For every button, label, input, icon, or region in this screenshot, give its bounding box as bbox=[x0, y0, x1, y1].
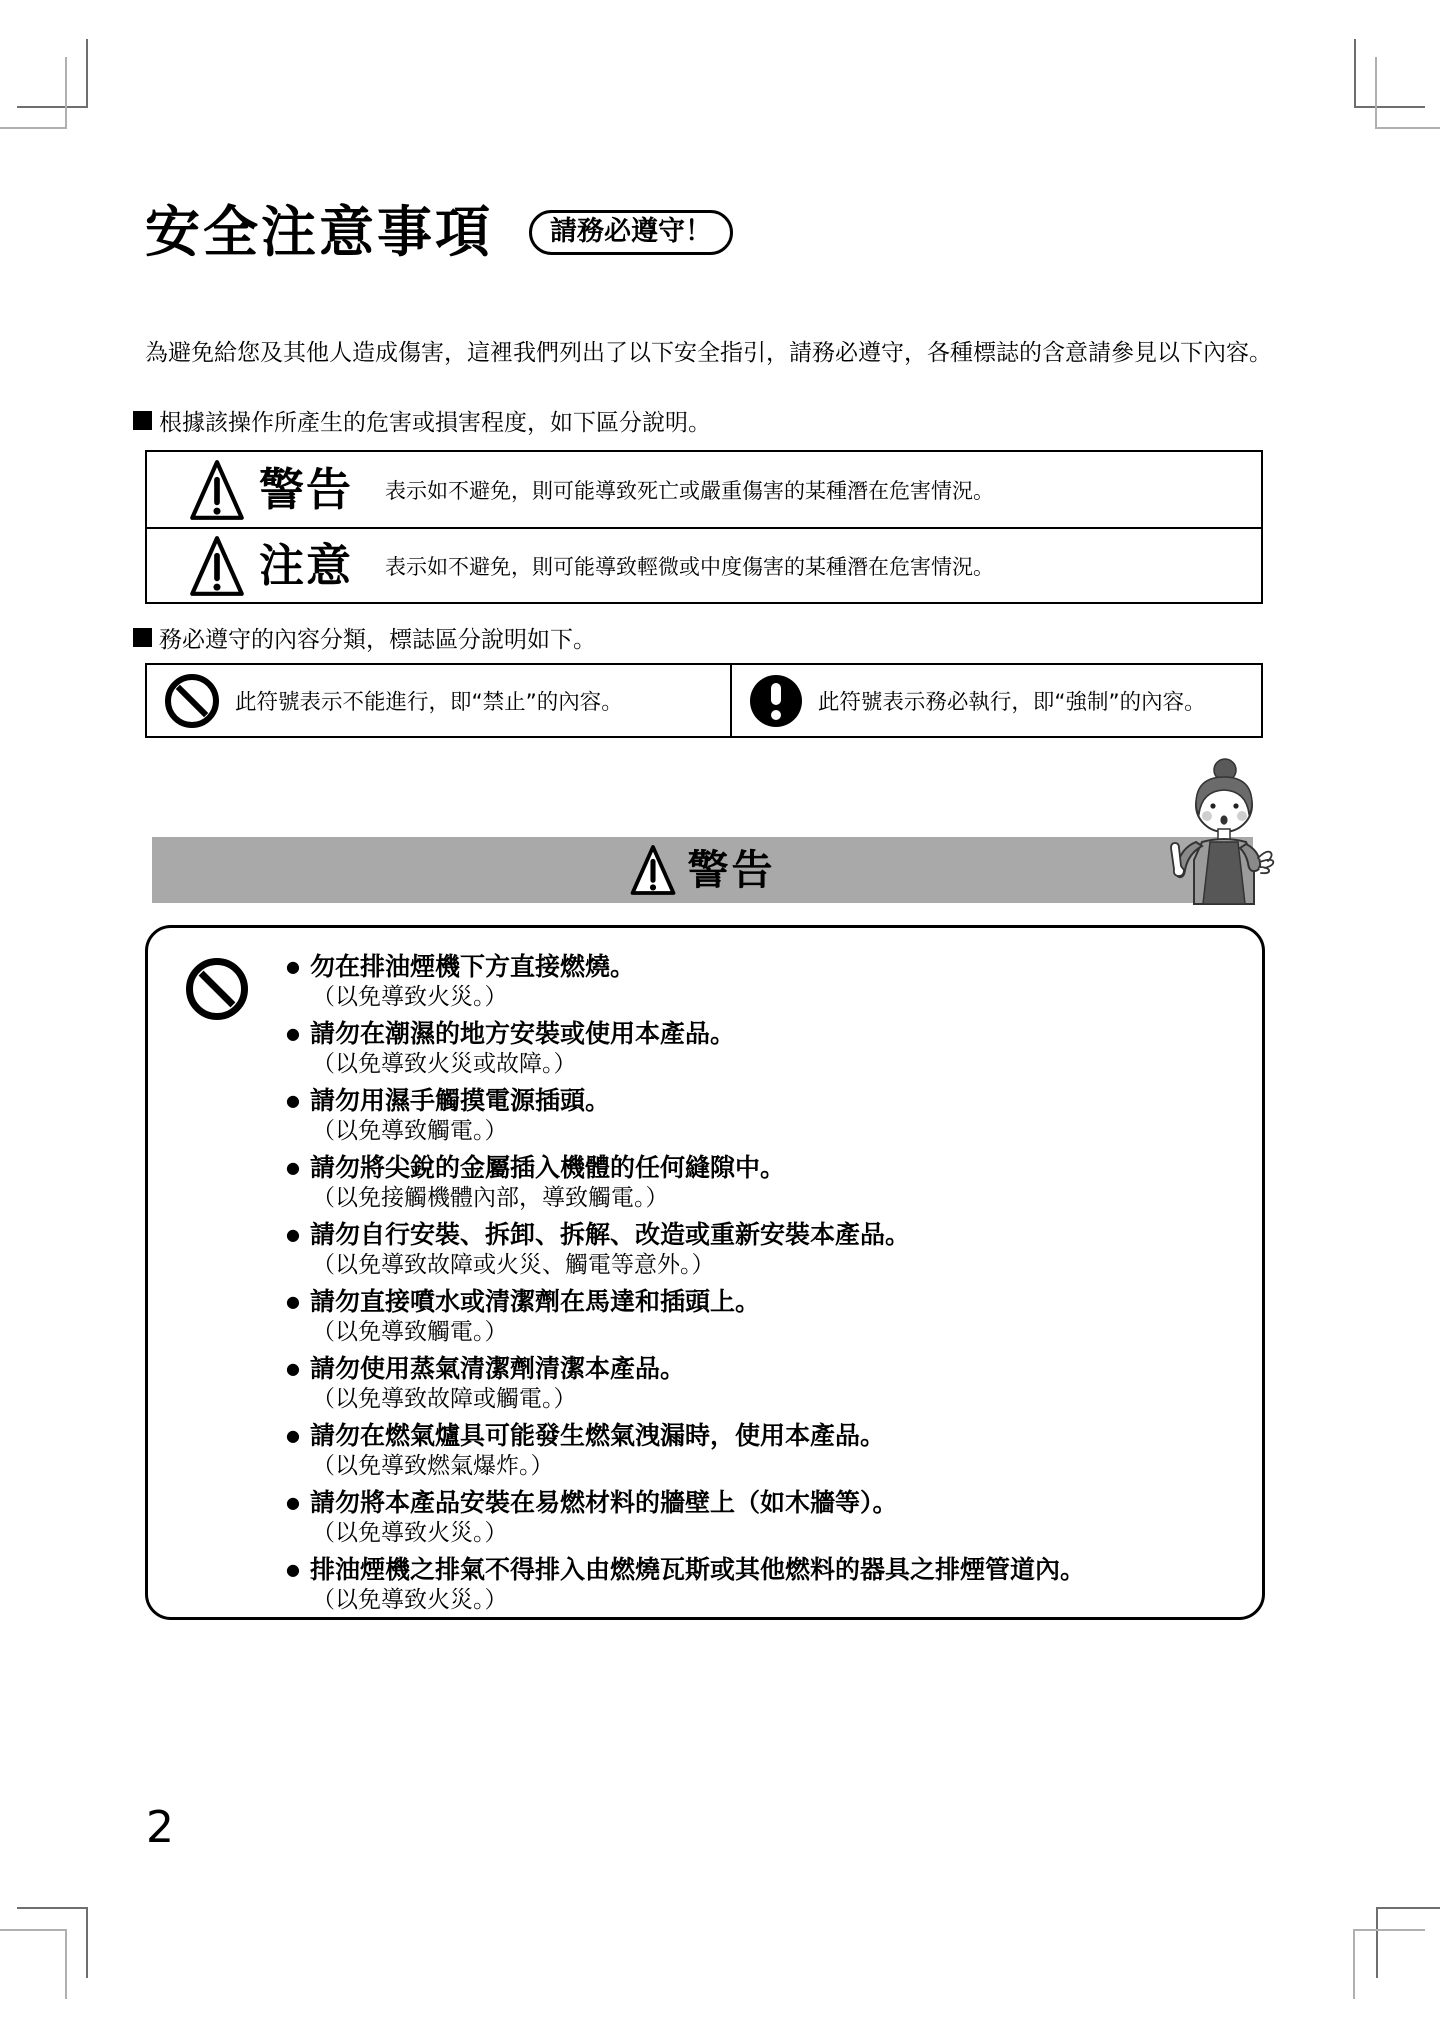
black-square-marker-icon bbox=[133, 411, 152, 430]
warning-item bbox=[286, 1353, 1246, 1413]
page-title: 安全注意事項 bbox=[145, 200, 494, 264]
warning-note: （以免導致火災。） bbox=[312, 1520, 508, 1546]
prohibition-description: 此符號表示不能進行，即“禁止”的內容。 bbox=[235, 690, 623, 715]
must-follow-badge: 請務必遵守！ bbox=[529, 210, 733, 255]
bullet-icon: ● bbox=[286, 1426, 300, 1445]
crop-mark-top-right-inner bbox=[1375, 57, 1440, 129]
warning-item bbox=[286, 951, 1246, 1011]
warning-note: （以免導致燃氣爆炸。） bbox=[312, 1453, 554, 1479]
severity-row-caution bbox=[147, 527, 1261, 602]
warning-heading: 請勿直接噴水或清潔劑在馬達和插頭上。 bbox=[309, 1287, 760, 1316]
severity-level-label: 警告 bbox=[259, 463, 354, 516]
prohibition-icon bbox=[165, 674, 219, 728]
symbol-cell-mandatory bbox=[732, 665, 1261, 736]
warning-item bbox=[286, 1085, 1246, 1145]
warning-item bbox=[286, 1487, 1246, 1547]
warning-heading: 排油煙機之排氣不得排入由燃燒瓦斯或其他燃料的器具之排煙管道內。 bbox=[309, 1555, 1085, 1584]
warning-heading: 請勿將本產品安裝在易燃材料的牆壁上（如木牆等）。 bbox=[309, 1488, 898, 1517]
prohibition-icon bbox=[186, 958, 248, 1020]
warning-heading: 請勿在燃氣爐具可能發生燃氣洩漏時，使用本產品。 bbox=[309, 1421, 885, 1450]
intro-paragraph: 為避免給您及其他人造成傷害，這裡我們列出了以下安全指引，請務必遵守，各種標誌的含意請參見以下內容。 bbox=[145, 340, 1272, 366]
symbol-cell-prohibition bbox=[147, 665, 732, 736]
warning-heading: 請勿使用蒸氣清潔劑清潔本產品。 bbox=[309, 1354, 685, 1383]
bullet-icon: ● bbox=[286, 957, 300, 976]
caution-triangle-icon bbox=[189, 534, 245, 598]
mandatory-description: 此符號表示務必執行，即“強制”的內容。 bbox=[817, 690, 1206, 715]
warning-triangle-icon bbox=[630, 843, 676, 897]
header bbox=[145, 200, 733, 264]
bullet-icon: ● bbox=[286, 1359, 300, 1378]
warning-note: （以免導致觸電。） bbox=[312, 1319, 508, 1345]
section-severity bbox=[133, 404, 711, 437]
warning-note: （以免導致火災。） bbox=[312, 1587, 508, 1613]
warning-item bbox=[286, 1152, 1246, 1212]
warning-heading: 請勿自行安裝、拆卸、拆解、改造或重新安裝本產品。 bbox=[309, 1220, 910, 1249]
mandatory-icon bbox=[750, 675, 802, 727]
warning-list bbox=[286, 951, 1246, 1621]
bullet-icon: ● bbox=[286, 1091, 300, 1110]
warning-note: （以免接觸機體內部，導致觸電。） bbox=[312, 1185, 669, 1211]
bullet-icon: ● bbox=[286, 1493, 300, 1512]
severity-row-warning bbox=[147, 452, 1261, 527]
crop-mark-bottom-left-inner bbox=[0, 1929, 67, 1999]
woman-illustration bbox=[1146, 758, 1298, 906]
page-number: 2 bbox=[146, 1802, 174, 1853]
warning-triangle-icon bbox=[189, 458, 245, 522]
severity-table bbox=[145, 450, 1263, 604]
warning-banner-label: 警告 bbox=[687, 845, 776, 894]
bullet-icon: ● bbox=[286, 1225, 300, 1244]
crop-mark-bottom-right-inner bbox=[1353, 1929, 1425, 1999]
severity-description: 表示如不避免，則可能導致輕微或中度傷害的某種潛在危害情況。 bbox=[385, 554, 995, 579]
warning-heading: 勿在排油煙機下方直接燃燒。 bbox=[309, 952, 635, 981]
black-square-marker-icon bbox=[133, 628, 152, 647]
crop-mark-top-left-inner bbox=[0, 57, 67, 129]
symbol-table bbox=[145, 663, 1263, 738]
severity-level-label: 注意 bbox=[259, 539, 354, 592]
warning-list-box bbox=[145, 925, 1265, 1620]
warning-item bbox=[286, 1420, 1246, 1480]
bullet-icon: ● bbox=[286, 1292, 300, 1311]
warning-item bbox=[286, 1219, 1246, 1279]
warning-item bbox=[286, 1286, 1246, 1346]
warning-note: （以免導致火災或故障。） bbox=[312, 1051, 577, 1077]
warning-note: （以免導致觸電。） bbox=[312, 1118, 508, 1144]
warning-note: （以免導致故障或觸電。） bbox=[312, 1386, 577, 1412]
severity-description: 表示如不避免，則可能導致死亡或嚴重傷害的某種潛在危害情況。 bbox=[385, 478, 995, 503]
warning-note: （以免導致火災。） bbox=[312, 984, 508, 1010]
warning-item bbox=[286, 1554, 1246, 1614]
bullet-icon: ● bbox=[286, 1158, 300, 1177]
bullet-icon: ● bbox=[286, 1560, 300, 1579]
section-symbols bbox=[133, 621, 596, 654]
warning-heading: 請勿將尖銳的金屬插入機體的任何縫隙中。 bbox=[309, 1153, 785, 1182]
section-symbols-label: 務必遵守的內容分類，標誌區分說明如下。 bbox=[159, 627, 596, 653]
warning-heading: 請勿用濕手觸摸電源插頭。 bbox=[309, 1086, 610, 1115]
warning-banner bbox=[152, 837, 1253, 903]
bullet-icon: ● bbox=[286, 1024, 300, 1043]
warning-heading: 請勿在潮濕的地方安裝或使用本產品。 bbox=[309, 1019, 735, 1048]
warning-note: （以免導致故障或火災、觸電等意外。） bbox=[312, 1252, 715, 1278]
warning-item bbox=[286, 1018, 1246, 1078]
section-severity-label: 根據該操作所產生的危害或損害程度，如下區分說明。 bbox=[159, 410, 711, 436]
